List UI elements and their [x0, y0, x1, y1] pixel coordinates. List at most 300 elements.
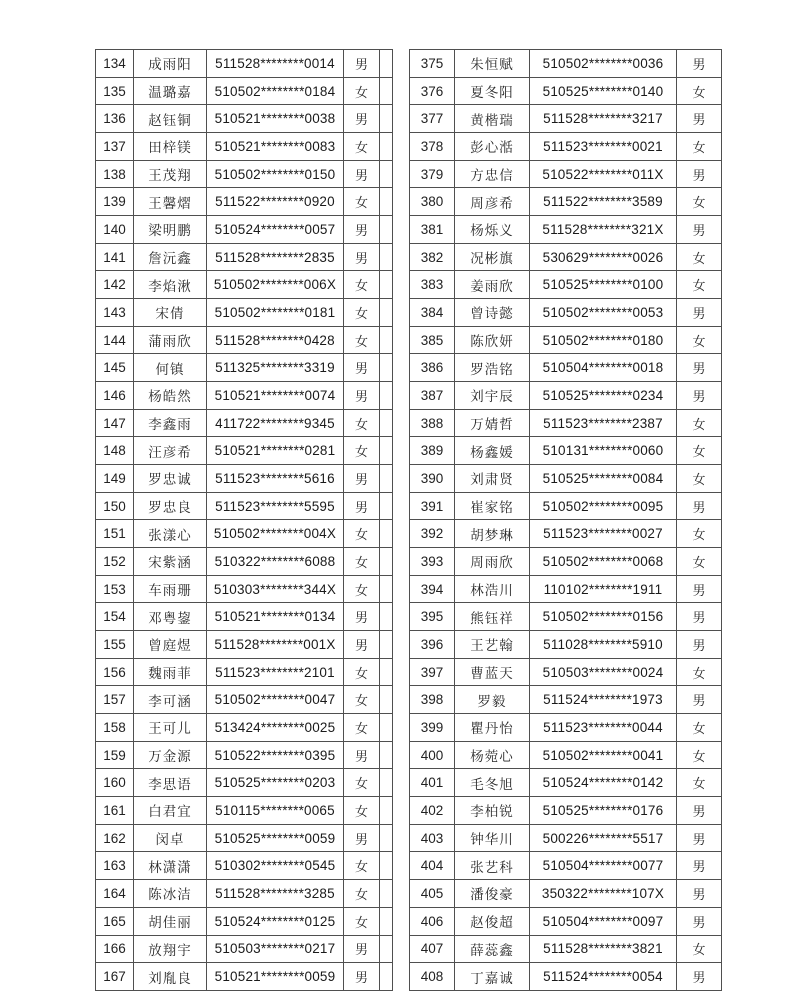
table-row [410, 824, 722, 852]
gender-cell: 男 [677, 797, 722, 825]
gender-cell: 女 [677, 437, 722, 465]
table-row [96, 492, 393, 520]
index-cell: 376 [410, 77, 455, 105]
spacer-cell [380, 575, 393, 603]
gender-cell: 女 [344, 299, 380, 327]
id-number-cell: 510503********0024 [530, 658, 677, 686]
gender-cell: 女 [344, 797, 380, 825]
id-number-cell: 510525********0140 [530, 77, 677, 105]
spacer-cell [380, 631, 393, 659]
gender-cell: 男 [677, 880, 722, 908]
gender-cell: 女 [344, 686, 380, 714]
index-cell: 377 [410, 105, 455, 133]
name-cell: 黄楷瑞 [455, 105, 530, 133]
table-row [410, 741, 722, 769]
gender-cell: 男 [677, 686, 722, 714]
gender-cell: 女 [344, 907, 380, 935]
gender-cell: 女 [677, 133, 722, 161]
index-cell: 404 [410, 852, 455, 880]
name-cell: 林浩川 [455, 575, 530, 603]
name-cell: 罗毅 [455, 686, 530, 714]
name-cell: 钟华川 [455, 824, 530, 852]
id-number-cell: 510502********0180 [530, 326, 677, 354]
index-cell: 158 [96, 714, 134, 742]
table-row [410, 852, 722, 880]
spacer-cell [380, 160, 393, 188]
table-row [96, 686, 393, 714]
index-cell: 138 [96, 160, 134, 188]
name-cell: 邓粤鋆 [134, 603, 207, 631]
name-cell: 姜雨欣 [455, 271, 530, 299]
index-cell: 402 [410, 797, 455, 825]
gender-cell: 男 [677, 50, 722, 78]
id-number-cell: 530629********0026 [530, 243, 677, 271]
spacer-cell [380, 465, 393, 493]
name-cell: 蒲雨欣 [134, 326, 207, 354]
table-row [410, 520, 722, 548]
gender-cell: 女 [344, 880, 380, 908]
gender-cell: 女 [677, 465, 722, 493]
id-number-cell: 510525********0176 [530, 797, 677, 825]
index-cell: 146 [96, 382, 134, 410]
spacer-cell [380, 188, 393, 216]
id-number-cell: 510322********6088 [207, 548, 344, 576]
id-number-cell: 511523********5616 [207, 465, 344, 493]
name-cell: 万金源 [134, 741, 207, 769]
index-cell: 153 [96, 575, 134, 603]
index-cell: 148 [96, 437, 134, 465]
index-cell: 387 [410, 382, 455, 410]
name-cell: 罗忠良 [134, 492, 207, 520]
gender-cell: 女 [344, 409, 380, 437]
index-cell: 134 [96, 50, 134, 78]
gender-cell: 女 [677, 548, 722, 576]
name-cell: 王艺翰 [455, 631, 530, 659]
id-number-cell: 511523********5595 [207, 492, 344, 520]
name-cell: 丁嘉诚 [455, 963, 530, 991]
index-cell: 395 [410, 603, 455, 631]
spacer-cell [380, 243, 393, 271]
id-number-cell: 510521********0074 [207, 382, 344, 410]
gender-cell: 女 [344, 326, 380, 354]
gender-cell: 男 [344, 631, 380, 659]
index-cell: 381 [410, 216, 455, 244]
gender-cell: 男 [344, 105, 380, 133]
table-row [96, 852, 393, 880]
id-number-cell: 511522********3589 [530, 188, 677, 216]
name-cell: 薛蕊鑫 [455, 935, 530, 963]
gender-cell: 男 [677, 216, 722, 244]
name-cell: 魏雨菲 [134, 658, 207, 686]
spacer-cell [380, 603, 393, 631]
table-row [96, 880, 393, 908]
index-cell: 396 [410, 631, 455, 659]
index-cell: 144 [96, 326, 134, 354]
gender-cell: 女 [677, 409, 722, 437]
table-row [96, 50, 393, 78]
gender-cell: 男 [677, 575, 722, 603]
index-cell: 151 [96, 520, 134, 548]
name-cell: 宋倩 [134, 299, 207, 327]
table-row [410, 354, 722, 382]
name-cell: 梁明鹏 [134, 216, 207, 244]
index-cell: 149 [96, 465, 134, 493]
gender-cell: 女 [677, 326, 722, 354]
index-cell: 388 [410, 409, 455, 437]
table-row [410, 105, 722, 133]
id-number-cell: 511523********0021 [530, 133, 677, 161]
spacer-cell [380, 714, 393, 742]
gender-cell: 男 [677, 299, 722, 327]
gender-cell: 男 [344, 50, 380, 78]
name-cell: 杨菀心 [455, 741, 530, 769]
id-number-cell: 511524********0054 [530, 963, 677, 991]
spacer-cell [380, 963, 393, 991]
table-row [410, 963, 722, 991]
name-cell: 胡佳丽 [134, 907, 207, 935]
id-number-cell: 510524********0142 [530, 769, 677, 797]
gender-cell: 男 [677, 382, 722, 410]
index-cell: 145 [96, 354, 134, 382]
index-cell: 160 [96, 769, 134, 797]
index-cell: 382 [410, 243, 455, 271]
spacer-cell [380, 769, 393, 797]
spacer-cell [380, 935, 393, 963]
name-cell: 罗浩铭 [455, 354, 530, 382]
index-cell: 397 [410, 658, 455, 686]
table-row [410, 326, 722, 354]
index-cell: 391 [410, 492, 455, 520]
name-cell: 杨鑫媛 [455, 437, 530, 465]
index-cell: 167 [96, 963, 134, 991]
index-cell: 163 [96, 852, 134, 880]
index-cell: 161 [96, 797, 134, 825]
name-cell: 李鑫雨 [134, 409, 207, 437]
roster-table-right-body [410, 50, 722, 991]
spacer-cell [380, 824, 393, 852]
roster-table-right [409, 49, 722, 991]
gender-cell: 男 [677, 105, 722, 133]
table-row [96, 907, 393, 935]
name-cell: 杨皓然 [134, 382, 207, 410]
table-row [96, 216, 393, 244]
spacer-cell [380, 658, 393, 686]
spacer-cell [380, 409, 393, 437]
id-number-cell: 510525********0059 [207, 824, 344, 852]
gender-cell: 男 [344, 465, 380, 493]
gender-cell: 女 [344, 520, 380, 548]
gender-cell: 女 [344, 852, 380, 880]
gender-cell: 男 [677, 631, 722, 659]
gender-cell: 女 [677, 935, 722, 963]
id-number-cell: 500226********5517 [530, 824, 677, 852]
id-number-cell: 511528********321X [530, 216, 677, 244]
gender-cell: 男 [677, 492, 722, 520]
name-cell: 瞿丹怡 [455, 714, 530, 742]
table-row [96, 465, 393, 493]
index-cell: 393 [410, 548, 455, 576]
id-number-cell: 510303********344X [207, 575, 344, 603]
table-row [410, 50, 722, 78]
index-cell: 143 [96, 299, 134, 327]
name-cell: 崔家铭 [455, 492, 530, 520]
id-number-cell: 510524********0057 [207, 216, 344, 244]
table-row [410, 437, 722, 465]
spacer-cell [380, 852, 393, 880]
spacer-cell [380, 326, 393, 354]
id-number-cell: 510502********0053 [530, 299, 677, 327]
id-number-cell: 510502********0041 [530, 741, 677, 769]
gender-cell: 男 [677, 852, 722, 880]
spacer-cell [380, 741, 393, 769]
index-cell: 405 [410, 880, 455, 908]
index-cell: 406 [410, 907, 455, 935]
id-number-cell: 510525********0203 [207, 769, 344, 797]
id-number-cell: 510525********0100 [530, 271, 677, 299]
table-row [410, 465, 722, 493]
id-number-cell: 110102********1911 [530, 575, 677, 603]
id-number-cell: 510521********0134 [207, 603, 344, 631]
gender-cell: 女 [344, 437, 380, 465]
table-row [96, 935, 393, 963]
index-cell: 399 [410, 714, 455, 742]
index-cell: 142 [96, 271, 134, 299]
name-cell: 何镇 [134, 354, 207, 382]
index-cell: 156 [96, 658, 134, 686]
gender-cell: 女 [677, 77, 722, 105]
table-row [410, 575, 722, 603]
id-number-cell: 510524********0125 [207, 907, 344, 935]
gender-cell: 男 [344, 935, 380, 963]
name-cell: 田梓镁 [134, 133, 207, 161]
index-cell: 386 [410, 354, 455, 382]
id-number-cell: 510302********0545 [207, 852, 344, 880]
index-cell: 141 [96, 243, 134, 271]
gender-cell: 女 [677, 741, 722, 769]
index-cell: 392 [410, 520, 455, 548]
name-cell: 王馨熠 [134, 188, 207, 216]
name-cell: 林潇潇 [134, 852, 207, 880]
gender-cell: 女 [344, 769, 380, 797]
gender-cell: 女 [344, 77, 380, 105]
id-number-cell: 511528********3217 [530, 105, 677, 133]
gender-cell: 男 [344, 603, 380, 631]
id-number-cell: 511523********2101 [207, 658, 344, 686]
name-cell: 朱恒赋 [455, 50, 530, 78]
gender-cell: 男 [677, 160, 722, 188]
table-row [410, 797, 722, 825]
spacer-cell [380, 50, 393, 78]
id-number-cell: 511522********0920 [207, 188, 344, 216]
index-cell: 378 [410, 133, 455, 161]
roster-table-left [95, 49, 393, 991]
spacer-cell [380, 797, 393, 825]
id-number-cell: 510502********0095 [530, 492, 677, 520]
id-number-cell: 511528********0014 [207, 50, 344, 78]
name-cell: 詹沅鑫 [134, 243, 207, 271]
id-number-cell: 510521********0281 [207, 437, 344, 465]
id-number-cell: 510502********0036 [530, 50, 677, 78]
table-row [96, 133, 393, 161]
table-row [410, 686, 722, 714]
id-number-cell: 510504********0077 [530, 852, 677, 880]
spacer-cell [380, 437, 393, 465]
table-row [410, 492, 722, 520]
id-number-cell: 511325********3319 [207, 354, 344, 382]
gender-cell: 女 [344, 133, 380, 161]
name-cell: 刘胤良 [134, 963, 207, 991]
index-cell: 162 [96, 824, 134, 852]
index-cell: 380 [410, 188, 455, 216]
name-cell: 放翔宇 [134, 935, 207, 963]
index-cell: 394 [410, 575, 455, 603]
table-row [410, 216, 722, 244]
name-cell: 夏冬阳 [455, 77, 530, 105]
id-number-cell: 510502********006X [207, 271, 344, 299]
gender-cell: 男 [344, 963, 380, 991]
table-row [410, 77, 722, 105]
name-cell: 温璐嘉 [134, 77, 207, 105]
name-cell: 方忠信 [455, 160, 530, 188]
spacer-cell [380, 492, 393, 520]
table-row [96, 105, 393, 133]
index-cell: 166 [96, 935, 134, 963]
name-cell: 赵钰铜 [134, 105, 207, 133]
name-cell: 李焰湫 [134, 271, 207, 299]
id-number-cell: 510502********0068 [530, 548, 677, 576]
index-cell: 154 [96, 603, 134, 631]
table-row [96, 382, 393, 410]
name-cell: 白君宜 [134, 797, 207, 825]
table-row [96, 409, 393, 437]
gender-cell: 女 [677, 520, 722, 548]
spacer-cell [380, 77, 393, 105]
index-cell: 157 [96, 686, 134, 714]
table-row [96, 77, 393, 105]
spacer-cell [380, 354, 393, 382]
table-row [96, 326, 393, 354]
id-number-cell: 511528********3285 [207, 880, 344, 908]
index-cell: 137 [96, 133, 134, 161]
id-number-cell: 511523********2387 [530, 409, 677, 437]
spacer-cell [380, 686, 393, 714]
id-number-cell: 510521********0059 [207, 963, 344, 991]
id-number-cell: 511524********1973 [530, 686, 677, 714]
gender-cell: 女 [344, 575, 380, 603]
id-number-cell: 513424********0025 [207, 714, 344, 742]
name-cell: 曹蓝天 [455, 658, 530, 686]
table-row [410, 603, 722, 631]
gender-cell: 女 [344, 658, 380, 686]
gender-cell: 男 [677, 603, 722, 631]
roster-table-left-body [96, 50, 393, 991]
index-cell: 139 [96, 188, 134, 216]
id-number-cell: 510502********004X [207, 520, 344, 548]
id-number-cell: 510503********0217 [207, 935, 344, 963]
id-number-cell: 510504********0097 [530, 907, 677, 935]
id-number-cell: 510115********0065 [207, 797, 344, 825]
table-row [96, 548, 393, 576]
name-cell: 李思语 [134, 769, 207, 797]
index-cell: 379 [410, 160, 455, 188]
name-cell: 张艺科 [455, 852, 530, 880]
id-number-cell: 510131********0060 [530, 437, 677, 465]
index-cell: 165 [96, 907, 134, 935]
name-cell: 宋紫涵 [134, 548, 207, 576]
id-number-cell: 511523********0044 [530, 714, 677, 742]
id-number-cell: 510525********0234 [530, 382, 677, 410]
spacer-cell [380, 520, 393, 548]
table-row [96, 631, 393, 659]
name-cell: 周雨欣 [455, 548, 530, 576]
id-number-cell: 510502********0156 [530, 603, 677, 631]
gender-cell: 女 [677, 658, 722, 686]
table-row [96, 354, 393, 382]
index-cell: 135 [96, 77, 134, 105]
table-row [96, 188, 393, 216]
gender-cell: 女 [344, 188, 380, 216]
id-number-cell: 510502********0184 [207, 77, 344, 105]
index-cell: 389 [410, 437, 455, 465]
table-row [410, 769, 722, 797]
table-row [96, 658, 393, 686]
gender-cell: 女 [677, 714, 722, 742]
table-row [410, 243, 722, 271]
id-number-cell: 511528********0428 [207, 326, 344, 354]
table-row [96, 575, 393, 603]
table-row [410, 907, 722, 935]
spacer-cell [380, 880, 393, 908]
id-number-cell: 511528********001X [207, 631, 344, 659]
name-cell: 况彬旗 [455, 243, 530, 271]
gender-cell: 男 [344, 824, 380, 852]
name-cell: 彭心湉 [455, 133, 530, 161]
index-cell: 164 [96, 880, 134, 908]
id-number-cell: 350322********107X [530, 880, 677, 908]
index-cell: 390 [410, 465, 455, 493]
name-cell: 周彦希 [455, 188, 530, 216]
id-number-cell: 510521********0038 [207, 105, 344, 133]
index-cell: 140 [96, 216, 134, 244]
name-cell: 曾诗懿 [455, 299, 530, 327]
spacer-cell [380, 907, 393, 935]
id-number-cell: 511528********3821 [530, 935, 677, 963]
spacer-cell [380, 299, 393, 327]
name-cell: 陈欣妍 [455, 326, 530, 354]
table-row [410, 382, 722, 410]
gender-cell: 女 [344, 271, 380, 299]
table-row [410, 658, 722, 686]
table-row [410, 299, 722, 327]
table-row [96, 243, 393, 271]
table-row [410, 160, 722, 188]
gender-cell: 男 [344, 354, 380, 382]
index-cell: 398 [410, 686, 455, 714]
gender-cell: 女 [677, 769, 722, 797]
name-cell: 闵卓 [134, 824, 207, 852]
name-cell: 毛冬旭 [455, 769, 530, 797]
table-row [96, 824, 393, 852]
name-cell: 杨烁义 [455, 216, 530, 244]
name-cell: 胡梦琳 [455, 520, 530, 548]
name-cell: 李柏锐 [455, 797, 530, 825]
id-number-cell: 510502********0150 [207, 160, 344, 188]
index-cell: 150 [96, 492, 134, 520]
name-cell: 王可儿 [134, 714, 207, 742]
index-cell: 152 [96, 548, 134, 576]
gender-cell: 男 [677, 354, 722, 382]
name-cell: 刘宇辰 [455, 382, 530, 410]
